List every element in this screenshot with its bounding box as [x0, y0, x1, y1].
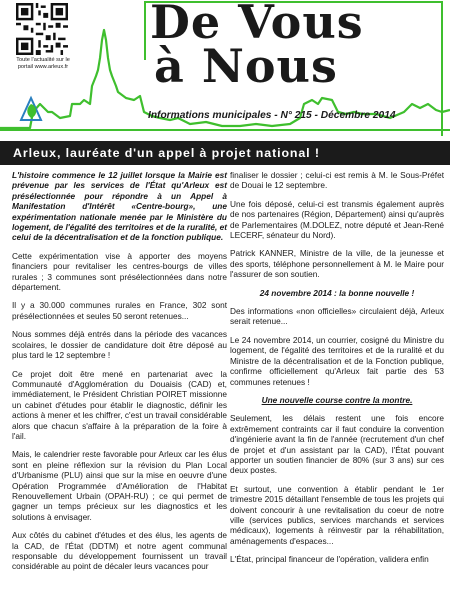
- article-paragraph: Une fois déposé, celui-ci est transmis également auprès de nos partenaires (Région, Département) ainsi qu'auprès de Parlementaires (M.DOLEZ, notre député et Jean-René LECERF, sénateur du Nord).: [230, 198, 444, 241]
- issue-subtitle: Informations municipales - N° 215 - Décembre 2014: [148, 110, 396, 121]
- article-paragraph: finaliser le dossier ; celui-ci est remis à M. le Sous-Préfet de Douai le 12 septembre.: [230, 170, 444, 191]
- article-paragraph: Nous sommes déjà entrés dans la période des vacances scolaires, le dossier de candidature doit être déposé au plus tard le 12 septembre !: [12, 329, 227, 361]
- headline-text: Arleux, lauréate d'un appel à projet national !: [13, 146, 320, 160]
- article-column-left: [12, 170, 227, 580]
- town-logo-icon: [18, 94, 44, 124]
- article-paragraph: Patrick KANNER, Ministre de la ville, de la jeunesse et des sports, téléphone personnellement à M. le Maire pour l'assurer de son soutien.: [230, 248, 444, 280]
- title-line-2: à Nous: [154, 39, 338, 93]
- section-heading: Une nouvelle course contre la montre.: [261, 394, 413, 405]
- newsletter-title: [150, 0, 364, 93]
- article-paragraph: Cette expérimentation vise à apporter des moyens financiers pour revitaliser les centres-bourgs de villes rurales ; 3 communes sont présélectionnées dans notre département.: [12, 250, 227, 293]
- article-paragraph: Des informations «non officielles» circulaient déjà, Arleux serait retenue...: [230, 306, 444, 327]
- qr-caption: Toute l'actualité sur le portail www.arleux.fr: [16, 57, 70, 70]
- article-paragraph: Seulement, les délais restent une fois encore extrêmement contraints car il faut conduire la convention d'ingénierie avant la fin de l'année (recrutement d'un chef de projet et d'un assistant par la CAD), l'État pouvant apporter un soutien financier de 80% (sur 3 ans) sur ces deux postes.: [230, 413, 444, 476]
- article-paragraph: Ce projet doit être mené en partenariat avec la Communauté d'Agglomération du Douaisis (CAD) et, immédiatement, le Président Christian POIRET missionne un cabinet d'études pour établir le diagnostic, définir les actions à mener et les chiffrer, c'est un travail considérable alors que chacun s'affaire à la préparation de la foire à l'ail.: [12, 368, 227, 441]
- article-lead: L'histoire commence le 12 juillet lorsque la Mairie est prévenue par les services de l'État qu'Arleux est présélectionnée pour répondre à un Appel à Manifestation d'Intérêt «Centre-bourg», une expérimentation nationale menée par le Ministère du logement, de l'égalité des territoires et de la ruralité, et celui de la décentralisation et de la fonction publique.: [12, 170, 227, 243]
- article-paragraph: Mais, le calendrier reste favorable pour Arleux car les élus sont en pleine réflexion sur la révision du Plan Local d'Urbanisme (PLU) ainsi que sur la mise en oeuvre d'une Opération Programmée d'Amélioration de l'Habitat Renouvellement Urbain (OPAH-RU) ; ce qui permet de gagner un temps précieux sur les diagnostics et les solutions à envisager.: [12, 449, 227, 522]
- article-paragraph: Le 24 novembre 2014, un courrier, cosigné du Ministre du logement, de l'égalité des territoires et de la ruralité et du Ministre de la décentralisation et de la Fonction publique, confirme officiellement qu'Arleux fait partie des 53 communes retenues !: [230, 334, 444, 387]
- section-heading: 24 novembre 2014 : la bonne nouvelle !: [259, 287, 415, 298]
- article-paragraph: Et surtout, une convention à établir pendant le 1er trimestre 2015 détaillant l'ensemble de tous les projets qui doivent concourir à une revitalisation du coeur de notre ville (services publics, services marchands et services médicaux), logements à réinvestir par la réhabilitation, aménagements d'espaces...: [230, 483, 444, 546]
- masthead-area: [0, 0, 450, 136]
- article-column-right: [230, 170, 444, 573]
- qr-code[interactable]: [16, 3, 68, 55]
- article-paragraph: Aux côtés du cabinet d'études et des élus, les agents de la CAD, de l'État (DDTM) et notre agent communal responsable du développement fournissent un travail considérable au point de décaler leurs vacances pour: [12, 530, 227, 572]
- article-paragraph: L'État, principal financeur de l'opération, validera enfin: [230, 554, 429, 565]
- title-line-1: De Vous: [150, 0, 364, 49]
- article-paragraph: Il y a 30.000 communes rurales en France, 302 sont présélectionnées et seules 50 seront retenues...: [12, 300, 227, 321]
